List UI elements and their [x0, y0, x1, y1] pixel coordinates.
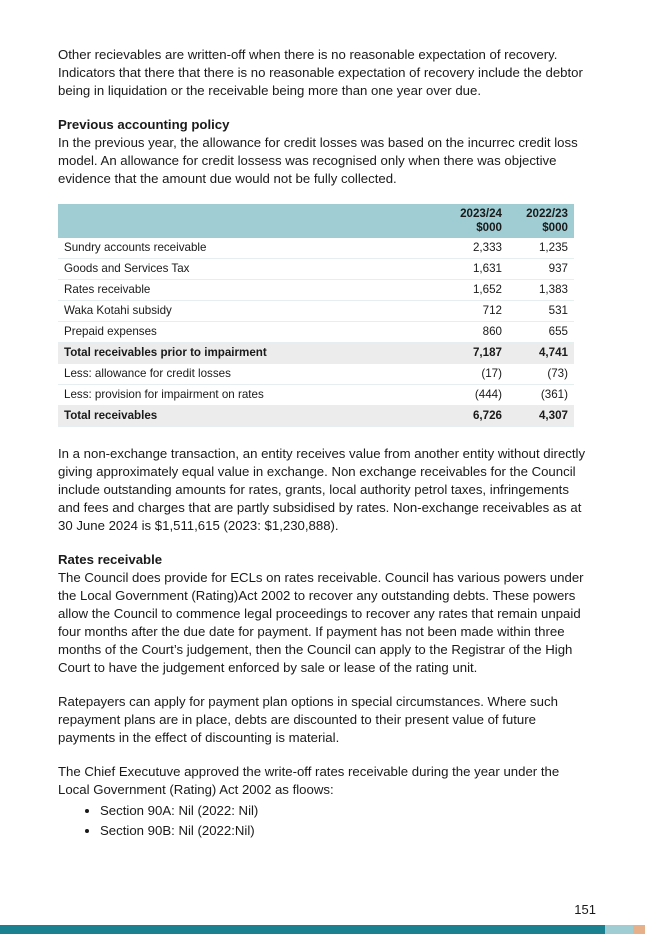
non-exchange-paragraph: In a non-exchange transaction, an entity receives value from another entity without directly giving approximately equal value in exchange. Non exchange receivables for the Council include outstanding amounts for rates, grants, local authority petrol taxes, infringements and fees and charges that are partly subsidised by rates. Non-exchange receivables as at 30 June 2024 is $1,511,615 (2023: $1,230,888).	[58, 446, 586, 533]
row-value-2023-24: 1,652	[442, 280, 508, 301]
row-value-2023-24: 860	[442, 322, 508, 343]
row-value-2023-24: 1,631	[442, 259, 508, 280]
rates-receivable-paragraph: The Council does provide for ECLs on rates receivable. Council has various powers under the Local Government (Rating)Act 2002 to recover any outstanding debts. These powers allow the Council to commence legal proceedings to recover any rates that remain unpaid four months after the due date for payment. If payment has not been made within three months of the Court’s judgement, then the Council can apply to the Registrar of the High Court to have the judgement enforced by sale or lease of the rating unit.	[58, 570, 584, 675]
header-2022-23	[508, 204, 574, 238]
row-value-2022-23: 4,741	[508, 343, 574, 364]
row-value-2023-24: (444)	[442, 385, 508, 406]
row-value-2022-23: 1,383	[508, 280, 574, 301]
row-value-2022-23: 937	[508, 259, 574, 280]
list-item: • Section 90A: Nil (2022: Nil)	[100, 801, 588, 821]
row-label: Less: allowance for credit losses	[58, 364, 442, 385]
table-row	[58, 259, 574, 280]
list-item: • Section 90B: Nil (2022:Nil)	[100, 821, 588, 841]
page-number: 151	[574, 902, 596, 917]
ratepayers-paragraph: Ratepayers can apply for payment plan options in special circumstances. Where such repayment plans are in place, debts are discounted to their present value of future payments in the effect of discounting is material.	[58, 694, 558, 745]
previous-policy-paragraph: In the previous year, the allowance for credit losses was based on the incurrec credit loss model. An allowance for credit lossess was recognised only when there was objective evidence that the amount due would not be fully collected.	[58, 135, 578, 186]
row-value-2023-24: (17)	[442, 364, 508, 385]
header-label-cell	[58, 204, 442, 238]
row-label: Rates receivable	[58, 280, 442, 301]
section-bullet-list	[58, 801, 588, 841]
header-unit-2023-24: $000	[476, 221, 502, 234]
row-value-2023-24: 6,726	[442, 406, 508, 427]
header-unit-2022-23: $000	[542, 221, 568, 234]
row-label: Total receivables	[58, 406, 442, 427]
chief-executive-paragraph: The Chief Executuve approved the write-off rates receivable during the year under the Local Government (Rating) Act 2002 as floows:	[58, 764, 560, 797]
row-value-2023-24: 712	[442, 301, 508, 322]
header-year-2022-23: 2022/23	[526, 207, 568, 220]
footer-accent-orange	[633, 925, 645, 934]
row-value-2023-24: 2,333	[442, 238, 508, 259]
row-label: Waka Kotahi subsidy	[58, 301, 442, 322]
subtotal-row	[58, 343, 574, 364]
row-value-2023-24: 7,187	[442, 343, 508, 364]
row-label: Prepaid expenses	[58, 322, 442, 343]
writeoff-paragraph: Other recievables are written-off when there is no reasonable expectation of recovery. Indicators that there that there is no reasonable expectation of recovery include the debtor being in liquidation or the receivable being more than one year over due.	[58, 47, 583, 98]
footer-bar	[0, 925, 645, 934]
table-row	[58, 322, 574, 343]
table-row	[58, 238, 574, 259]
row-label: Less: provision for impairment on rates	[58, 385, 442, 406]
table-row	[58, 301, 574, 322]
row-value-2022-23: 531	[508, 301, 574, 322]
header-2023-24	[442, 204, 508, 238]
row-value-2022-23: (361)	[508, 385, 574, 406]
table-header-row	[58, 204, 574, 238]
table-row	[58, 385, 574, 406]
receivables-table	[58, 204, 574, 427]
table-row	[58, 280, 574, 301]
footer-accent-light	[605, 925, 633, 934]
total-row	[58, 406, 574, 427]
row-label: Goods and Services Tax	[58, 259, 442, 280]
row-value-2022-23: 4,307	[508, 406, 574, 427]
row-label: Total receivables prior to impairment	[58, 343, 442, 364]
row-value-2022-23: (73)	[508, 364, 574, 385]
row-value-2022-23: 1,235	[508, 238, 574, 259]
header-year-2023-24: 2023/24	[460, 207, 502, 220]
rates-receivable-heading: Rates receivable	[58, 552, 163, 567]
row-value-2022-23: 655	[508, 322, 574, 343]
table-row	[58, 364, 574, 385]
page-content	[58, 46, 588, 841]
row-label: Sundry accounts receivable	[58, 238, 442, 259]
previous-policy-heading: Previous accounting policy	[58, 117, 230, 132]
